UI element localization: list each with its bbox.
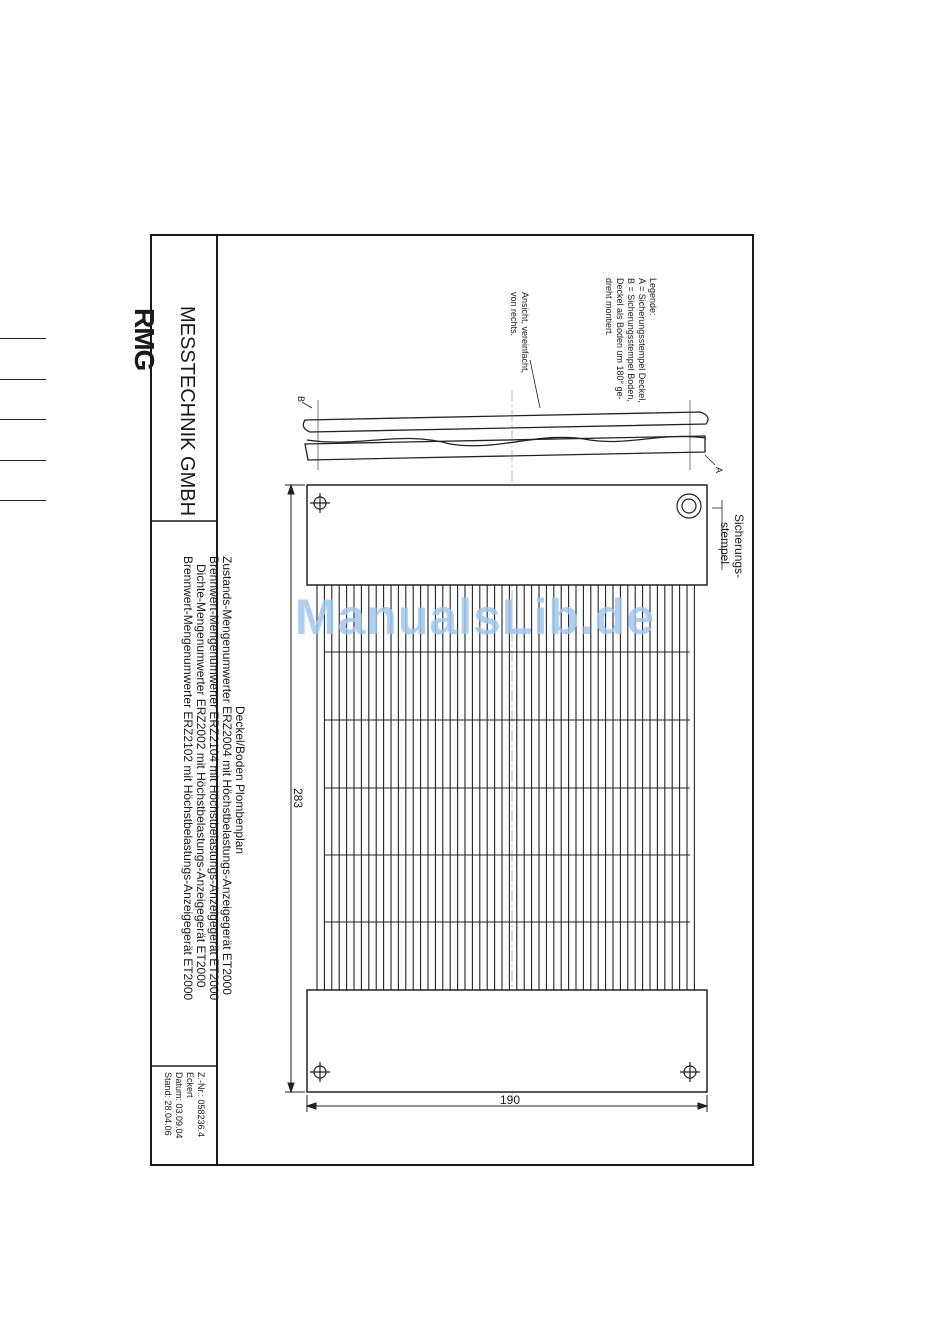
label-a: A bbox=[714, 467, 724, 474]
watermark: ManualsLib.de bbox=[294, 589, 656, 645]
bottom-plate bbox=[307, 990, 707, 1092]
company-name: MESSTECHNIK GMBH bbox=[176, 306, 198, 517]
drawing-title: Deckel/Boden Plombenplan bbox=[233, 706, 247, 855]
dimension-height-label: 283 bbox=[291, 788, 305, 809]
legend: Legende: A = Sicherungsstempel Deckel, B = Sicherungsstempel Boden, Deckel als Boden um 180° ge- dreht montiert. bbox=[604, 278, 658, 403]
top-plate bbox=[307, 485, 707, 585]
view-note: Ansicht, vereinfacht, von rechts. bbox=[509, 292, 530, 374]
dimension-width-label: 190 bbox=[500, 1093, 521, 1107]
title-line: Dichte-Mengenumwerter ERZ2002 mit Höchstbelastungs-Anzeigegerät ET2000 bbox=[194, 564, 208, 988]
seal-label: Sicherungs- stempel bbox=[718, 514, 746, 579]
title-line: Brennwert-Mengenumwerter ERZ2104 mit Höchstbelastungs-Anzeigegerät ET2000 bbox=[207, 556, 221, 1001]
company-logo: RMG bbox=[129, 308, 160, 371]
label-b: B bbox=[296, 396, 306, 403]
title-line: Brennwert-Mengenumwerter ERZ2102 mit Höchstbelastungs-Anzeigegerät ET2000 bbox=[181, 556, 195, 1001]
title-line: Zustands-Mengenumwerter ERZ2004 mit Höchstbelastungs-Anzeigegerät ET2000 bbox=[220, 556, 234, 995]
drawing-info: Z.-Nr.: 058236.4 Eckert Datum: 03.09.04 Stand: 28.04.06 bbox=[163, 1072, 206, 1139]
